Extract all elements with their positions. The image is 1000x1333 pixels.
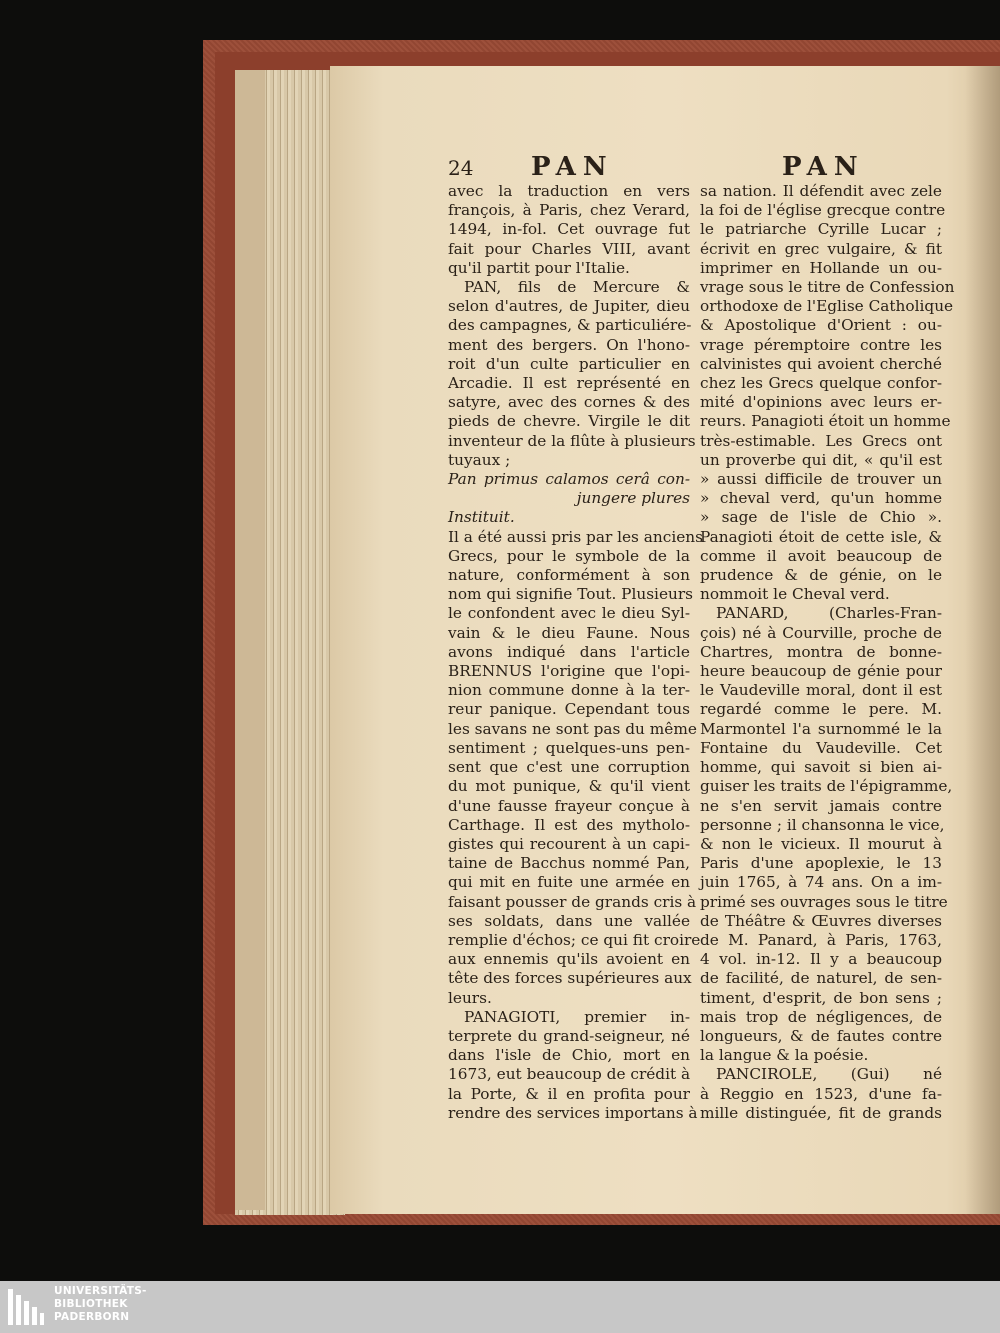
text-line: roit d'un culte particulier en <box>448 354 690 373</box>
text-line: personne ; il chansonna le vice, <box>700 815 945 834</box>
text-line: timent, d'esprit, de bon sens ; <box>700 988 942 1007</box>
library-footer-bar <box>0 1281 1000 1333</box>
text-line: calvinistes qui avoient cherché <box>700 354 942 373</box>
text-line: tête des forces supérieures aux <box>448 969 692 988</box>
text-line: homme, qui savoit si bien ai- <box>700 758 942 777</box>
text-line: Instituit. <box>448 508 515 527</box>
text-line: PANARD, (Charles-Fran- <box>716 604 942 623</box>
text-line: » aussi difficile de trouver un <box>700 470 942 489</box>
text-line: PAN, fils de Mercure & <box>464 278 690 297</box>
text-line: mité d'opinions avec leurs er- <box>700 393 942 412</box>
text-line: sent que c'est une corruption <box>448 758 690 777</box>
text-line: Chartres, montra de bonne- <box>700 642 942 661</box>
text-line: ment des bergers. On l'hono- <box>448 335 690 354</box>
text-line: & Apostolique d'Orient : ou- <box>700 316 942 335</box>
text-line: imprimer en Hollande un ou- <box>700 258 942 277</box>
text-line: de Théâtre & Œuvres diverses <box>700 911 942 930</box>
text-line: à Reggio en 1523, d'une fa- <box>700 1084 942 1103</box>
text-line: Pan primus calamos cerâ con- <box>448 470 690 489</box>
text-line: guiser les traits de l'épigramme, <box>700 777 953 796</box>
text-line: 4 vol. in-12. Il y a beaucoup <box>700 950 942 969</box>
text-line: avons indiqué dans l'article <box>448 642 690 661</box>
text-line: faisant pousser de grands cris à <box>448 892 697 911</box>
library-name-line1: UNIVERSITÄTS- <box>54 1285 147 1297</box>
text-line: leurs. <box>448 988 492 1007</box>
text-line: nommoit le Cheval verd. <box>700 585 890 604</box>
text-line: tuyaux ; <box>448 450 511 469</box>
spine-shadow <box>965 66 1000 1214</box>
text-line: longueurs, & de fautes contre <box>700 1026 942 1045</box>
text-line: la Porte, & il en profita pour <box>448 1084 690 1103</box>
text-line: de M. Panard, à Paris, 1763, <box>700 930 942 949</box>
text-line: Marmontel l'a surnommé le la <box>700 719 942 738</box>
library-name-line2: BIBLIOTHEK <box>54 1298 128 1310</box>
text-line: PANAGIOTI, premier in- <box>464 1007 690 1026</box>
text-line: Arcadie. Il est représenté en <box>448 374 690 393</box>
right-running-head: PAN <box>782 152 865 182</box>
text-line: PANCIROLE, (Gui) né <box>716 1065 942 1084</box>
text-line: inventeur de la flûte à plusieurs <box>448 431 696 450</box>
text-line: taine de Bacchus nommé Pan, <box>448 854 690 873</box>
text-line: Panagioti étoit de cette isle, & <box>700 527 942 546</box>
running-header <box>448 152 948 182</box>
text-line: d'une fausse frayeur conçue à <box>448 796 690 815</box>
text-line: pieds de chevre. Virgile le dit <box>448 412 690 431</box>
text-line: du mot punique, & qu'il vient <box>448 777 690 796</box>
text-line: nion commune donne à la ter- <box>448 681 690 700</box>
text-line: 1673, eut beaucoup de crédit à <box>448 1065 691 1084</box>
text-line: très-estimable. Les Grecs ont <box>700 431 942 450</box>
text-line: comme il avoit beaucoup de <box>700 546 942 565</box>
text-line: rendre des services importans à <box>448 1103 698 1122</box>
left-text-column <box>448 182 703 1123</box>
text-line: un proverbe qui dit, « qu'il est <box>700 450 942 469</box>
text-line: écrivit en grec vulgaire, & fit <box>700 239 942 258</box>
text-line: vrage péremptoire contre les <box>700 335 942 354</box>
text-line: sa nation. Il défendit avec zele <box>700 182 942 200</box>
text-line: terprete du grand-seigneur, né <box>448 1026 690 1045</box>
text-line: & non le vicieux. Il mourut à <box>700 834 942 853</box>
text-line: gistes qui recourent à un capi- <box>448 834 690 853</box>
text-line: sentiment ; quelques-uns pen- <box>448 738 690 757</box>
text-line: reur panique. Cependant tous <box>448 700 690 719</box>
text-line: le patriarche Cyrille Lucar ; <box>700 220 942 239</box>
university-library-logo-icon <box>6 1287 46 1327</box>
text-line: dans l'isle de Chio, mort en <box>448 1046 690 1065</box>
text-line: Paris d'une apoplexie, le 13 <box>700 854 942 873</box>
text-line: primé ses ouvrages sous le titre <box>700 892 948 911</box>
right-text-column <box>700 182 955 1123</box>
text-line: juin 1765, à 74 ans. On a im- <box>700 873 942 892</box>
text-line: les savans ne sont pas du même <box>448 719 697 738</box>
library-name-line3: PADERBORN <box>54 1311 130 1323</box>
text-line: selon d'autres, de Jupiter, dieu <box>448 297 690 316</box>
text-line: vrage sous le titre de Confession <box>700 278 955 297</box>
text-line: fait pour Charles VIII, avant <box>448 239 690 258</box>
text-line: » sage de l'isle de Chio ». <box>700 508 942 527</box>
text-line: le Vaudeville moral, dont il est <box>700 681 942 700</box>
text-line: chez les Grecs quelque confor- <box>700 374 942 393</box>
text-line: reurs. Panagioti étoit un homme <box>700 412 951 431</box>
text-line: aux ennemis qu'ils avoient en <box>448 950 690 969</box>
page-number: 24 <box>448 156 474 180</box>
text-line: Il a été aussi pris par les anciens <box>448 527 703 546</box>
text-line: qu'il partit pour l'Italie. <box>448 258 630 277</box>
text-line: jungere plures <box>576 489 690 508</box>
text-line: remplie d'échos; ce qui fit croire <box>448 930 701 949</box>
text-line: la langue & la poésie. <box>700 1046 869 1065</box>
text-line: mais trop de négligences, de <box>700 1007 942 1026</box>
flyleaf-strip <box>235 70 265 1210</box>
text-line: le confondent avec le dieu Syl- <box>448 604 690 623</box>
text-line: 1494, in-fol. Cet ouvrage fut <box>448 220 690 239</box>
text-line: nature, conformément à son <box>448 566 690 585</box>
left-running-head: PAN <box>531 152 614 182</box>
text-line: nom qui signifie Tout. Plusieurs <box>448 585 694 604</box>
text-line: Grecs, pour le symbole de la <box>448 546 690 565</box>
text-line: françois, à Paris, chez Verard, <box>448 201 690 220</box>
text-line: des campagnes, & particuliére- <box>448 316 692 335</box>
text-line: » cheval verd, qu'un homme <box>700 489 942 508</box>
text-line: vain & le dieu Faune. Nous <box>448 623 690 642</box>
text-line: avec la traduction en vers <box>448 182 690 200</box>
text-line: orthodoxe de l'Eglise Catholique <box>700 297 954 316</box>
text-line: Fontaine du Vaudeville. Cet <box>700 738 942 757</box>
text-line: qui mit en fuite une armée en <box>448 873 690 892</box>
text-line: la foi de l'église grecque contre <box>700 201 946 220</box>
text-line: Carthage. Il est des mytholo- <box>448 815 690 834</box>
text-line: mille distinguée, fit de grands <box>700 1103 942 1122</box>
library-name <box>54 1285 147 1324</box>
text-line: regardé comme le pere. M. <box>700 700 942 719</box>
text-line: de facilité, de naturel, de sen- <box>700 969 942 988</box>
text-line: prudence & de génie, on le <box>700 566 942 585</box>
text-line: satyre, avec des cornes & des <box>448 393 690 412</box>
text-line: BRENNUS l'origine que l'opi- <box>448 662 690 681</box>
text-line: ses soldats, dans une vallée <box>448 911 690 930</box>
text-line: çois) né à Courville, proche de <box>700 623 942 642</box>
text-line: heure beaucoup de génie pour <box>700 662 942 681</box>
text-line: ne s'en servit jamais contre <box>700 796 942 815</box>
